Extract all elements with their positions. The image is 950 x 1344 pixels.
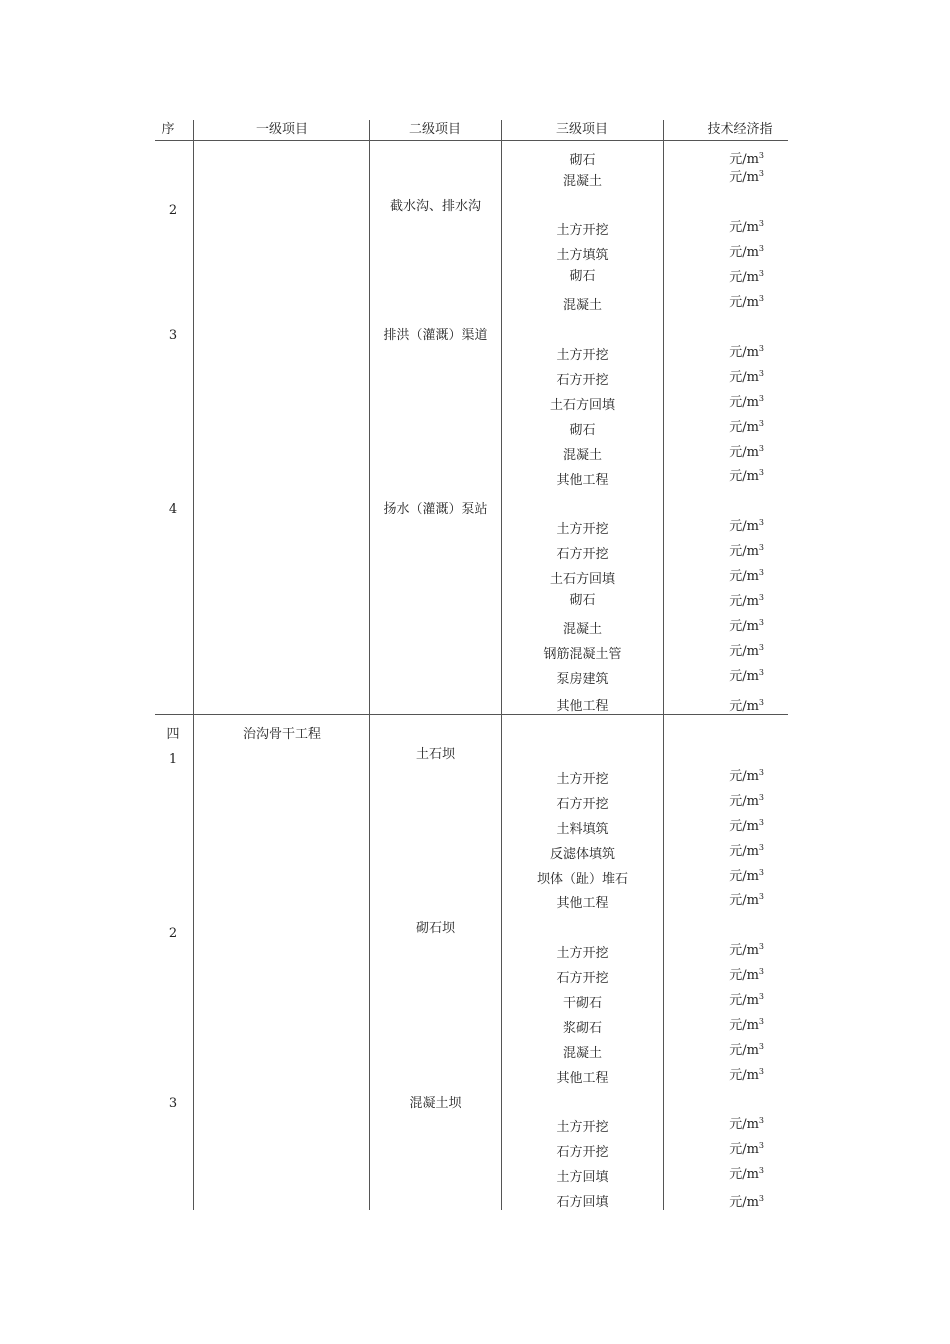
level3-item: 土方开挖 [556,946,609,961]
unit-label: 元$/m^3$ [729,618,764,634]
seq-number: 3 [168,328,178,343]
level2-item: 土石坝 [415,747,455,762]
level3-item: 土石方回填 [549,572,615,587]
header-rule [155,140,788,141]
column-divider-2 [369,120,370,1210]
level3-item: 钢筋混凝土管 [543,647,622,662]
level3-item: 砌石 [569,269,596,284]
level3-item: 土石方回填 [549,398,615,413]
header-level3: 三级项目 [555,122,609,137]
unit-label: 元$/m^3$ [729,967,764,983]
section-divider [155,714,788,715]
level3-item: 砌石 [569,593,596,608]
level3-item: 土料填筑 [556,822,609,837]
level3-item: 土方开挖 [556,1120,609,1135]
header-indicator: 技术经济指 [707,122,773,137]
unit-label: 元$/m^3$ [729,892,764,908]
unit-label: 元$/m^3$ [729,518,764,534]
level3-item: 混凝土 [562,622,602,637]
level3-item: 干砌石 [562,996,602,1011]
level3-item: 石方开挖 [556,1145,609,1160]
unit-label: 元$/m^3$ [729,1194,764,1210]
unit-label: 元$/m^3$ [729,868,764,884]
unit-label: 元$/m^3$ [729,1042,764,1058]
unit-label: 元$/m^3$ [729,344,764,360]
level3-item: 石方开挖 [556,971,609,986]
unit-label: 元$/m^3$ [729,1166,764,1182]
unit-label: 元$/m^3$ [729,593,764,609]
level3-item: 土方回填 [556,1170,609,1185]
level3-item: 土方填筑 [556,248,609,263]
level3-item: 泵房建筑 [556,672,609,687]
seq-number: 4 [168,502,178,517]
unit-label: 元$/m^3$ [729,843,764,859]
level3-item: 浆砌石 [562,1021,602,1036]
level3-item: 土方开挖 [556,772,609,787]
level3-item: 砌石 [569,423,596,438]
level3-item: 混凝土 [562,174,602,189]
unit-label: 元$/m^3$ [729,419,764,435]
level1-item: 治沟骨干工程 [242,727,321,742]
seq-number: 1 [168,752,178,767]
seq-number: 2 [168,203,178,218]
level3-item: 其他工程 [556,896,609,911]
unit-label: 元$/m^3$ [729,244,764,260]
unit-label: 元$/m^3$ [729,369,764,385]
level2-item: 排洪（灌溉）渠道 [383,328,488,343]
level2-item: 混凝土坝 [409,1096,462,1111]
level2-item: 扬水（灌溉）泵站 [383,502,488,517]
level3-item: 反滤体填筑 [549,847,615,862]
unit-label: 元$/m^3$ [729,269,764,285]
level3-item: 混凝土 [562,448,602,463]
level3-item: 石方开挖 [556,373,609,388]
unit-label: 元$/m^3$ [729,294,764,310]
unit-label: 元$/m^3$ [729,698,764,714]
unit-label: 元$/m^3$ [729,151,764,167]
unit-label: 元$/m^3$ [729,169,764,185]
unit-label: 元$/m^3$ [729,768,764,784]
level2-item: 截水沟、排水沟 [389,199,481,214]
column-divider-4 [663,120,664,1210]
unit-label: 元$/m^3$ [729,1116,764,1132]
header-level2: 二级项目 [408,122,462,137]
unit-label: 元$/m^3$ [729,468,764,484]
unit-label: 元$/m^3$ [729,543,764,559]
unit-label: 元$/m^3$ [729,793,764,809]
level3-item: 石方回填 [556,1195,609,1210]
level3-item: 其他工程 [556,699,609,714]
level2-item: 砌石坝 [415,921,455,936]
level3-item: 石方开挖 [556,797,609,812]
unit-label: 元$/m^3$ [729,444,764,460]
seq-number: 四 [166,727,180,742]
seq-number: 3 [168,1096,178,1111]
level3-item: 其他工程 [556,473,609,488]
seq-number: 2 [168,926,178,941]
level3-item: 砌石 [569,153,596,168]
header-seq: 序 [161,122,175,137]
column-divider-1 [193,120,194,1210]
unit-label: 元$/m^3$ [729,394,764,410]
level3-item: 混凝土 [562,1046,602,1061]
level3-item: 其他工程 [556,1071,609,1086]
level3-item: 坝体（趾）堆石 [536,872,628,887]
level3-item: 混凝土 [562,298,602,313]
level3-item: 土方开挖 [556,223,609,238]
unit-label: 元$/m^3$ [729,1067,764,1083]
unit-label: 元$/m^3$ [729,1141,764,1157]
level3-item: 土方开挖 [556,522,609,537]
unit-label: 元$/m^3$ [729,942,764,958]
level3-item: 土方开挖 [556,348,609,363]
unit-label: 元$/m^3$ [729,668,764,684]
unit-label: 元$/m^3$ [729,643,764,659]
level3-item: 石方开挖 [556,547,609,562]
header-level1: 一级项目 [255,122,309,137]
unit-label: 元$/m^3$ [729,568,764,584]
unit-label: 元$/m^3$ [729,992,764,1008]
unit-label: 元$/m^3$ [729,818,764,834]
unit-label: 元$/m^3$ [729,1017,764,1033]
unit-label: 元$/m^3$ [729,219,764,235]
